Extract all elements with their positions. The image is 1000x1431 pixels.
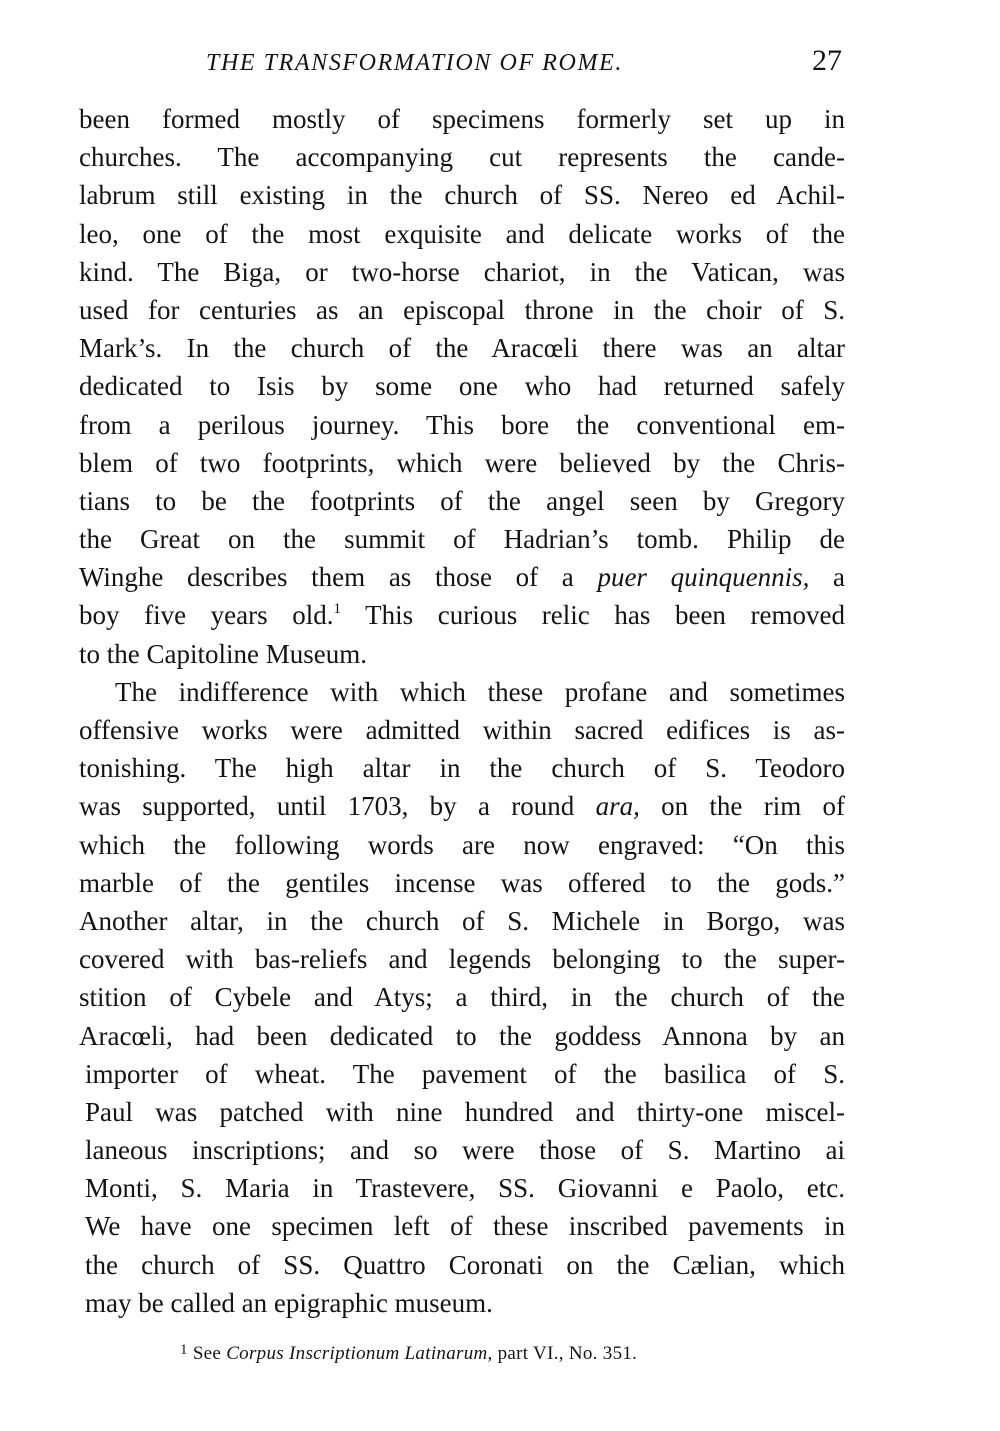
paragraph-2 bbox=[79, 673, 845, 1322]
text-line: blem of two footprints, which were believed by the Chris- bbox=[79, 447, 845, 478]
text-line: tonishing. The high altar in the church of S. Teodoro bbox=[79, 753, 845, 784]
text-segment: on the rim of bbox=[639, 791, 845, 822]
page-number: 27 bbox=[812, 44, 842, 77]
body-text bbox=[79, 100, 845, 1322]
text-line: offensive works were admitted within sacred edifices is as- bbox=[79, 715, 845, 745]
text-line bbox=[79, 596, 845, 634]
italic-phrase: puer quinquennis, bbox=[597, 562, 810, 593]
text-segment: a bbox=[809, 562, 845, 593]
text-line: Mark’s. In the church of the Aracœli there was an altar bbox=[79, 333, 845, 364]
text-line: kind. The Biga, or two-horse chariot, in the Vatican, was bbox=[79, 256, 845, 287]
text-line: stition of Cybele and Atys; a third, in the church of the bbox=[79, 982, 845, 1013]
text-segment: This curious relic has been removed bbox=[341, 600, 845, 631]
text-line: dedicated to Isis by some one who had returned safely bbox=[79, 371, 845, 402]
text-segment: was supported, until 1703, by a round bbox=[79, 791, 596, 822]
text-line: marble of the gentiles incense was offered to the gods.” bbox=[79, 867, 845, 898]
page-header bbox=[78, 44, 846, 84]
text-line: the Great on the summit of Hadrian’s tomb. Philip de bbox=[79, 524, 845, 555]
footnote-number: 1 bbox=[180, 1342, 188, 1358]
footnote-italic-title: Corpus Inscriptionum Latinarum, bbox=[226, 1343, 493, 1364]
text-segment: boy five years old. bbox=[79, 600, 334, 631]
text-line: churches. The accompanying cut represents the cande- bbox=[79, 142, 845, 173]
text-line: labrum still existing in the church of SS. Nereo ed Achil- bbox=[79, 180, 845, 211]
text-line: leo, one of the most exquisite and delicate works of the bbox=[79, 218, 845, 249]
text-line: The indifference with which these profane and sometimes bbox=[115, 676, 845, 707]
text-line: We have one specimen left of these inscribed pavements in bbox=[85, 1211, 845, 1242]
footnote-reference[interactable]: 1 bbox=[333, 601, 341, 618]
text-line: which the following words are now engraved: “On this bbox=[79, 829, 845, 860]
text-line: from a perilous journey. This bore the conventional em- bbox=[79, 409, 845, 440]
paragraph-1 bbox=[79, 100, 845, 673]
footnote bbox=[180, 1342, 637, 1365]
text-line: may be called an epigraphic museum. bbox=[85, 1287, 493, 1318]
text-line: been formed mostly of specimens formerly set up in bbox=[79, 104, 845, 134]
text-line: laneous inscriptions; and so were those of S. Martino ai bbox=[85, 1135, 845, 1166]
text-line: the church of SS. Quattro Coronati on the Cælian, which bbox=[85, 1249, 845, 1280]
text-line bbox=[79, 787, 845, 825]
text-line: Aracœli, had been dedicated to the goddess Annona by an bbox=[79, 1020, 845, 1051]
text-line: Monti, S. Maria in Trastevere, SS. Giovanni e Paolo, etc. bbox=[85, 1173, 845, 1204]
text-segment: Winghe describes them as those of a bbox=[79, 562, 598, 593]
text-line: tians to be the footprints of the angel seen by Gregory bbox=[79, 485, 845, 516]
text-line: Another altar, in the church of S. Michele in Borgo, was bbox=[79, 905, 845, 936]
text-line: to the Capitoline Museum. bbox=[79, 638, 367, 669]
running-title: THE TRANSFORMATION OF ROME. bbox=[206, 50, 623, 76]
text-line: importer of wheat. The pavement of the basilica of S. bbox=[85, 1058, 845, 1089]
text-line: used for centuries as an episcopal throne in the choir of S. bbox=[79, 294, 845, 325]
text-line bbox=[79, 558, 845, 596]
footnote-text: See bbox=[192, 1343, 227, 1364]
text-line: covered with bas-reliefs and legends belonging to the super- bbox=[79, 944, 845, 975]
italic-phrase: ara, bbox=[595, 791, 640, 822]
footnote-text: part VI., No. 351. bbox=[492, 1343, 638, 1364]
text-line: Paul was patched with nine hundred and thirty-one miscel- bbox=[85, 1096, 845, 1127]
